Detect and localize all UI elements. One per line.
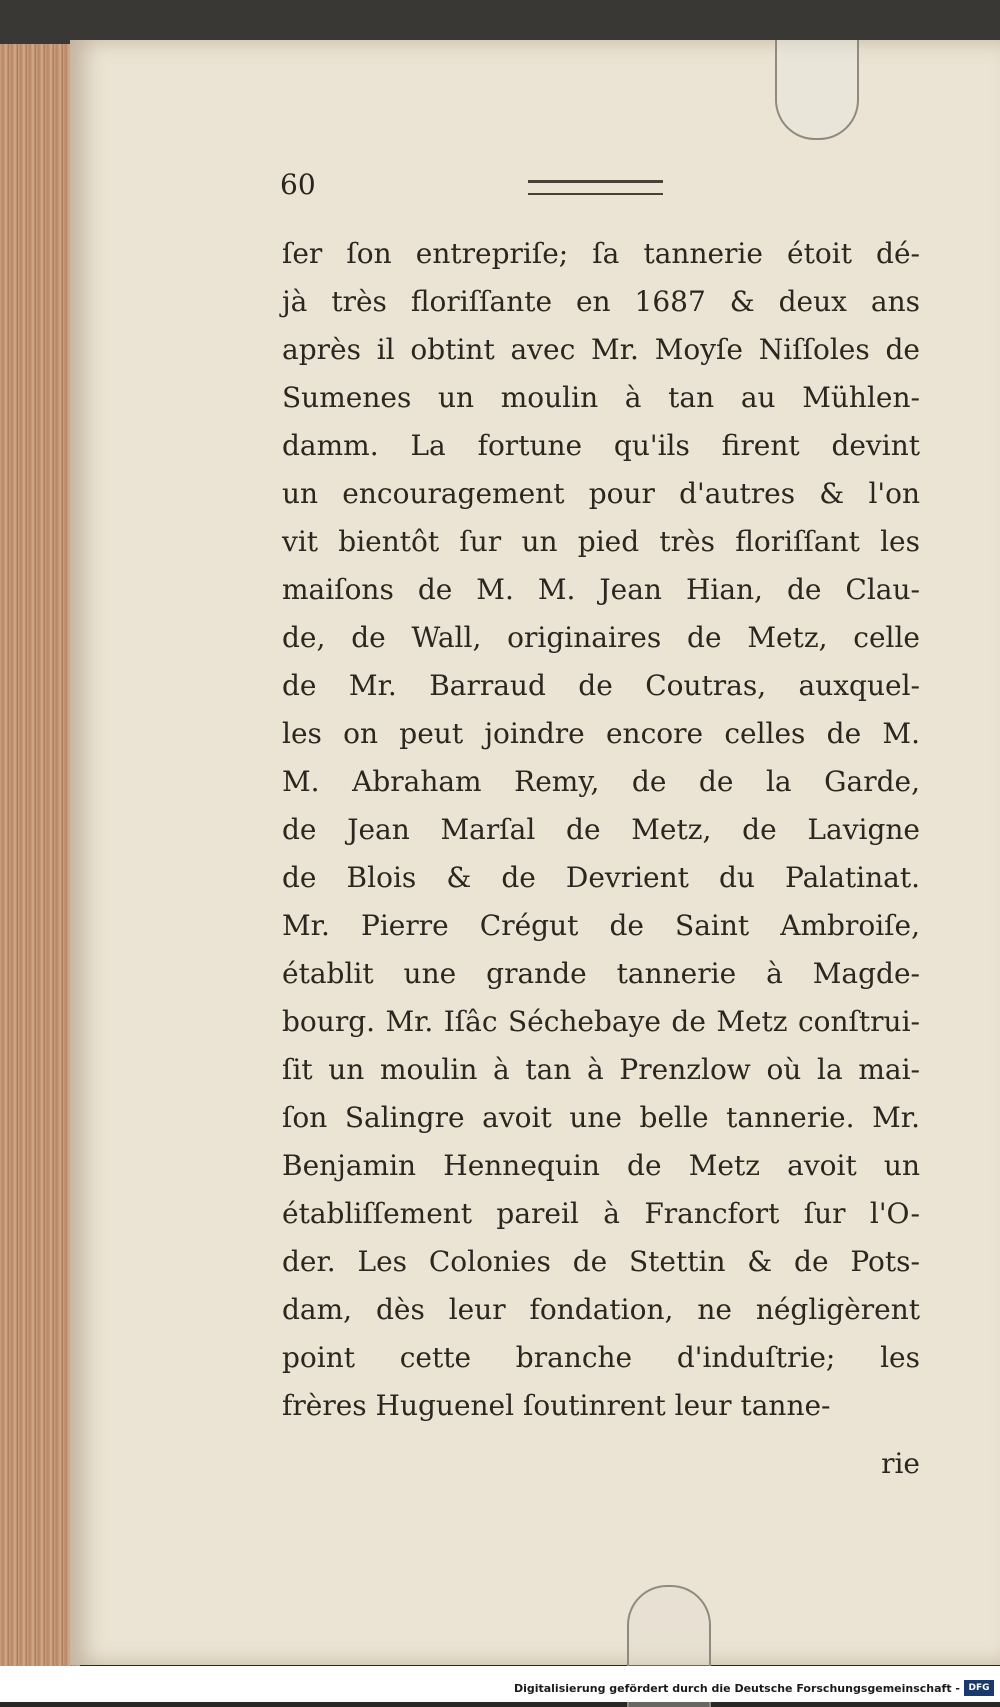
text-line: Mr. Pierre Crégut de Saint Ambroiſe,: [282, 909, 920, 942]
text-line: les on peut joindre encore celles de M.: [282, 717, 920, 750]
header-ornament: [528, 180, 663, 195]
text-line: frères Huguenel ſoutinrent leur tanne-: [282, 1389, 831, 1422]
text-line: de Mr. Barraud de Coutras, auxquel-: [282, 669, 920, 702]
text-line: M. Abraham Remy, de de la Garde,: [282, 765, 920, 798]
scan-top-background: [0, 0, 1000, 44]
text-line: maiſons de M. M. Jean Hian, de Clau-: [282, 573, 920, 606]
dfg-logo-icon: DFG: [964, 1680, 994, 1696]
text-line: bourg. Mr. Iſâc Séchebaye de Metz conſtrui-: [282, 1005, 920, 1038]
text-line: dam, dès leur fondation, ne négligèrent: [282, 1293, 920, 1326]
text-line: un encouragement pour d'autres & l'on: [282, 477, 920, 510]
text-line: établiſſement pareil à Francfort ſur l'O-: [282, 1197, 920, 1230]
clip-top: [775, 40, 859, 140]
text-line: ſer ſon entrepriſe; ſa tannerie étoit dé-: [282, 237, 920, 270]
page-number: 60: [280, 168, 316, 201]
text-line: vit bientôt ſur un pied très floriſſant les: [282, 525, 920, 558]
footer-credit: Digitalisierung gefördert durch die Deutsche Forschungsgemeinschaft -: [513, 1682, 960, 1695]
text-line: Sumenes un moulin à tan au Mühlen-: [282, 381, 920, 414]
body-text: [282, 230, 920, 1430]
text-line: Benjamin Hennequin de Metz avoit un: [282, 1149, 920, 1182]
text-line: de Jean Marſal de Metz, de Lavigne: [282, 813, 920, 846]
text-line: ſon Salingre avoit une belle tannerie. Mr.: [282, 1101, 920, 1134]
text-line: établit une grande tannerie à Magde-: [282, 957, 920, 990]
text-line: de Blois & de Devrient du Palatinat.: [282, 861, 920, 894]
text-line: damm. La fortune qu'ils firent devint: [282, 429, 920, 462]
text-line: après il obtint avec Mr. Moyſe Niſſoles de: [282, 333, 920, 366]
text-line: point cette branche d'induſtrie; les: [282, 1341, 920, 1374]
text-line: ſit un moulin à tan à Prenzlow où la mai-: [282, 1053, 920, 1086]
text-line: de, de Wall, originaires de Metz, celle: [282, 621, 920, 654]
text-line: jà très floriſſante en 1687 & deux ans: [282, 285, 920, 318]
catchword: rie: [881, 1447, 920, 1480]
text-line: der. Les Colonies de Stettin & de Pots-: [282, 1245, 920, 1278]
page-edges: [0, 44, 80, 1666]
